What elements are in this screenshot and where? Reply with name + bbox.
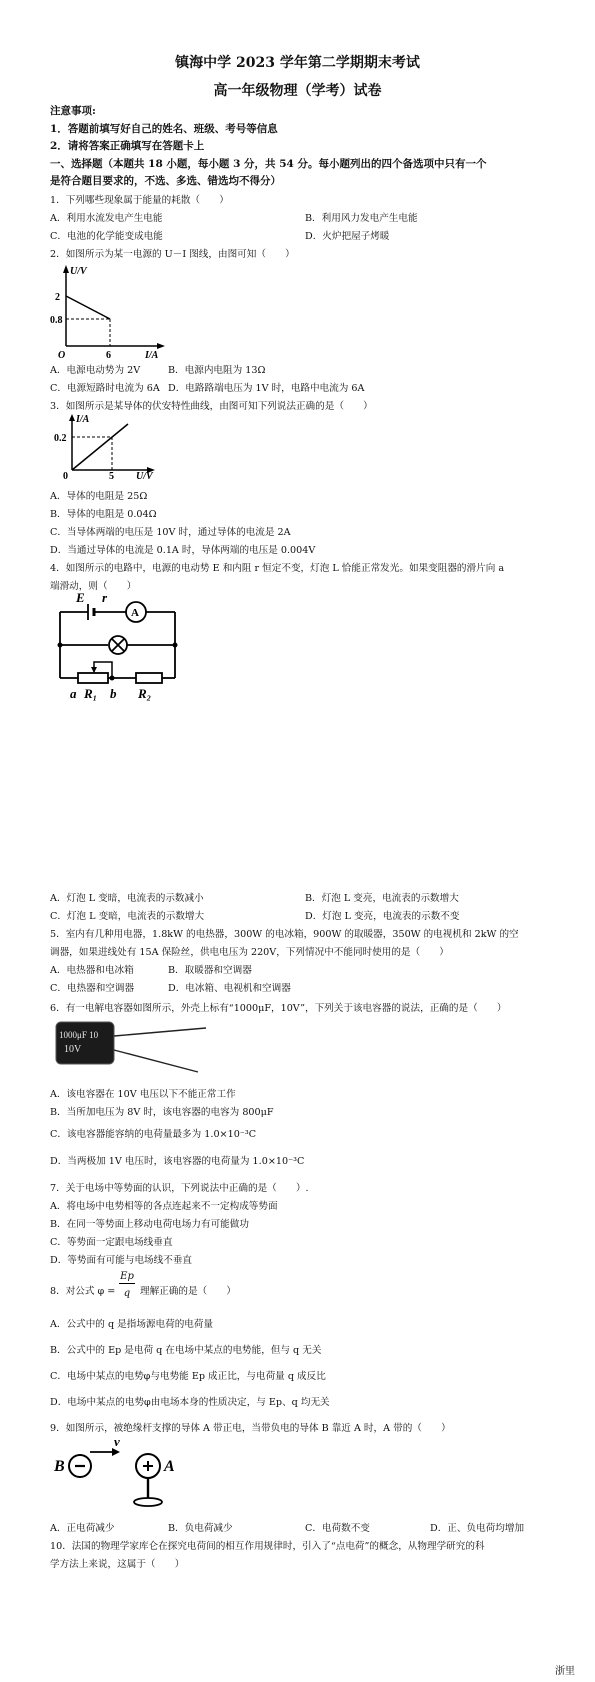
- q3-iv-graph: [50, 412, 160, 480]
- q5-option-d: D．电冰箱、电视机和空调器: [168, 983, 291, 994]
- q3-option-c: C．当导体两端的电压是 10V 时，通过导体的电流是 2A: [50, 527, 291, 538]
- q7-option-c: C．等势面一定跟电场线垂直: [50, 1237, 173, 1248]
- q1-option-b: B．利用风力发电产生电能: [305, 213, 418, 224]
- q7-option-d: D．等势面有可能与电场线不垂直: [50, 1255, 193, 1266]
- q4-stem-line1: 4．如图所示的电路中，电源的电动势 E 和内阻 r 恒定不变，灯泡 L 恰能正常发光。如果变阻器的滑片向 a: [50, 563, 505, 574]
- q3-xlabel: U/V: [136, 471, 153, 480]
- q3-option-a: A．导体的电阻是 25Ω: [50, 491, 148, 502]
- section-heading-line2: 是符合题目要求的，不选、多选、错选均不得分）: [50, 175, 281, 187]
- q1-stem: 1．下列哪些现象属于能量的耗散（ ）: [50, 195, 229, 206]
- q7-option-a: A．将电场中电势相等的各点连起来不一定构成等势面: [50, 1201, 278, 1212]
- q1-option-c: C．电池的化学能变成电能: [50, 231, 163, 242]
- q10-stem-line2: 学方法上来说，这属于（ ）: [50, 1559, 185, 1570]
- section-heading-line1: 一、选择题（本题共 18 小题，每小题 3 分，共 54 分。每小题列出的四个备选项中只有一个: [50, 158, 487, 170]
- q4-label-E: E: [76, 590, 85, 605]
- q8-option-b: B．公式中的 Ep 是电荷 q 在电场中某点的电势能，但与 q 无关: [50, 1345, 322, 1356]
- q4-option-d: D．灯泡 L 变亮，电流表的示数不变: [305, 911, 460, 922]
- q3-y-tick: 0.2: [54, 433, 67, 444]
- q2-x-tick: 6: [106, 350, 111, 360]
- q4-label-ammeter: A: [131, 607, 139, 619]
- q2-ui-graph: [50, 262, 170, 360]
- q8-stem-pre: 8．对公式 φ =: [50, 1286, 116, 1297]
- q8-stem-post: 理解正确的是（ ）: [140, 1286, 236, 1297]
- q3-option-d: D．当通过导体的电流是 0.1A 时，导体两端的电压是 0.004V: [50, 545, 316, 556]
- footer-watermark: 浙里: [555, 1666, 575, 1677]
- note-2: 2．请将答案正确填写在答题卡上: [50, 140, 205, 152]
- note-1: 1．答题前填写好自己的姓名、班级、考号等信息: [50, 123, 278, 135]
- q4-option-b: B．灯泡 L 变亮，电流表的示数增大: [305, 893, 459, 904]
- q9-option-c: C．电荷数不变: [305, 1523, 370, 1534]
- q3-ylabel: I/A: [76, 414, 90, 425]
- q6-option-c: C．该电容器能容纳的电荷量最多为 1.0×10⁻³C: [50, 1129, 257, 1140]
- q6-capacitor-label2: 10V: [64, 1044, 82, 1055]
- q1-option-a: A．利用水流发电产生电能: [50, 213, 163, 224]
- q3-stem: 3．如图所示是某导体的伏安特性曲线，由图可知下列说法正确的是（ ）: [50, 401, 373, 412]
- notes-heading: 注意事项:: [50, 105, 96, 117]
- q2-option-b: B．电源内电阻为 13Ω: [168, 365, 266, 376]
- q5-stem-line2: 调器，如果进线处有 15A 保险丝，供电电压为 220V，下列情况中不能同时使用的是（ ）: [50, 947, 449, 958]
- q2-option-d: D．电路路端电压为 1V 时，电路中电流为 6A: [168, 383, 365, 394]
- q2-ylabel: U/V: [70, 266, 87, 277]
- q2-y-mid: 0.8: [50, 315, 63, 326]
- q4-label-r: r: [102, 590, 108, 605]
- q4-option-c: C．灯泡 L 变暗，电流表的示数增大: [50, 911, 205, 922]
- q9-option-a: A．正电荷减少: [50, 1523, 115, 1534]
- q4-label-R1: R₁: [84, 686, 98, 701]
- q8-option-c: C．电场中某点的电势φ与电势能 Ep 成正比，与电荷量 q 成反比: [50, 1371, 326, 1382]
- q2-origin: O: [58, 350, 66, 360]
- q2-stem: 2．如图所示为某一电源的 U－I 图线，由图可知（ ）: [50, 249, 295, 260]
- q3-origin: 0: [63, 471, 68, 480]
- q2-option-c: C．电源短路时电流为 6A: [50, 383, 160, 394]
- q10-stem-line1: 10．法国的物理学家库仑在探究电荷间的相互作用规律时，引入了“点电荷”的概念，从物理学研究的科: [50, 1541, 485, 1552]
- q3-option-b: B．导体的电阻是 0.04Ω: [50, 509, 157, 520]
- q9-conductor-figure: [50, 1434, 200, 1512]
- q6-option-d: D．当两极加 1V 电压时，该电容器的电荷量为 1.0×10⁻³C: [50, 1156, 305, 1167]
- q9-stem: 9．如图所示，被绝缘杆支撑的导体 A 带正电，当带负电的导体 B 靠近 A 时，A 带的（ ）: [50, 1423, 451, 1434]
- q6-capacitor-label1: 1000μF 10: [59, 1030, 99, 1040]
- q9-label-A: A: [164, 1458, 175, 1475]
- q7-option-b: B．在同一等势面上移动电荷电场力有可能做功: [50, 1219, 249, 1230]
- exam-title: 镇海中学 2023 学年第二学期期末考试: [175, 55, 420, 71]
- q4-stem-line2: 端滑动，则（ ）: [50, 581, 137, 592]
- q9-label-B: B: [54, 1458, 65, 1475]
- q4-label-b: b: [110, 686, 117, 701]
- q1-option-d: D．火炉把屋子烤暖: [305, 231, 390, 242]
- q8-option-d: D．电场中某点的电势φ由电场本身的性质决定，与 Ep、q 均无关: [50, 1397, 330, 1408]
- q4-label-R2: R₂: [138, 686, 152, 701]
- q5-option-a: A．电热器和电冰箱: [50, 965, 134, 976]
- q8-fraction-numerator: Ep: [120, 1271, 134, 1282]
- q2-option-a: A．电源电动势为 2V: [50, 365, 141, 376]
- q6-capacitor-photo: [50, 1014, 210, 1076]
- q4-circuit-diagram: [50, 590, 195, 708]
- q9-option-d: D．正、负电荷均增加: [430, 1523, 525, 1534]
- q2-xlabel: I/A: [145, 350, 159, 360]
- q5-option-c: C．电热器和空调器: [50, 983, 135, 994]
- q8-fraction-denominator: q: [123, 1288, 131, 1299]
- q6-option-b: B．当所加电压为 8V 时，该电容器的电容为 800μF: [50, 1107, 274, 1118]
- q6-option-a: A．该电容器在 10V 电压以下不能正常工作: [50, 1089, 236, 1100]
- q7-stem: 7．关于电场中等势面的认识，下列说法中正确的是（ ）.: [50, 1183, 309, 1194]
- q4-label-a: a: [70, 686, 77, 701]
- exam-subtitle: 高一年级物理（学考）试卷: [213, 83, 382, 99]
- q5-stem-line1: 5．室内有几种用电器，1.8kW 的电热器，300W 的电冰箱，900W 的取暖器，350W 的电视机和 2kW 的空: [50, 929, 519, 940]
- q6-stem: 6．有一电解电容器如图所示，外壳上标有“1000μF，10V”，下列关于该电容器的说法，正确的是（ ）: [50, 1003, 507, 1014]
- q8-option-a: A．公式中的 q 是指场源电荷的电荷量: [50, 1319, 214, 1330]
- q9-label-v: v: [114, 1434, 120, 1449]
- q4-option-a: A．灯泡 L 变暗，电流表的示数减小: [50, 893, 204, 904]
- q9-option-b: B．负电荷减少: [168, 1523, 233, 1534]
- q3-x-tick: 5: [109, 471, 114, 480]
- q5-option-b: B．取暖器和空调器: [168, 965, 252, 976]
- q2-y-top: 2: [55, 292, 60, 303]
